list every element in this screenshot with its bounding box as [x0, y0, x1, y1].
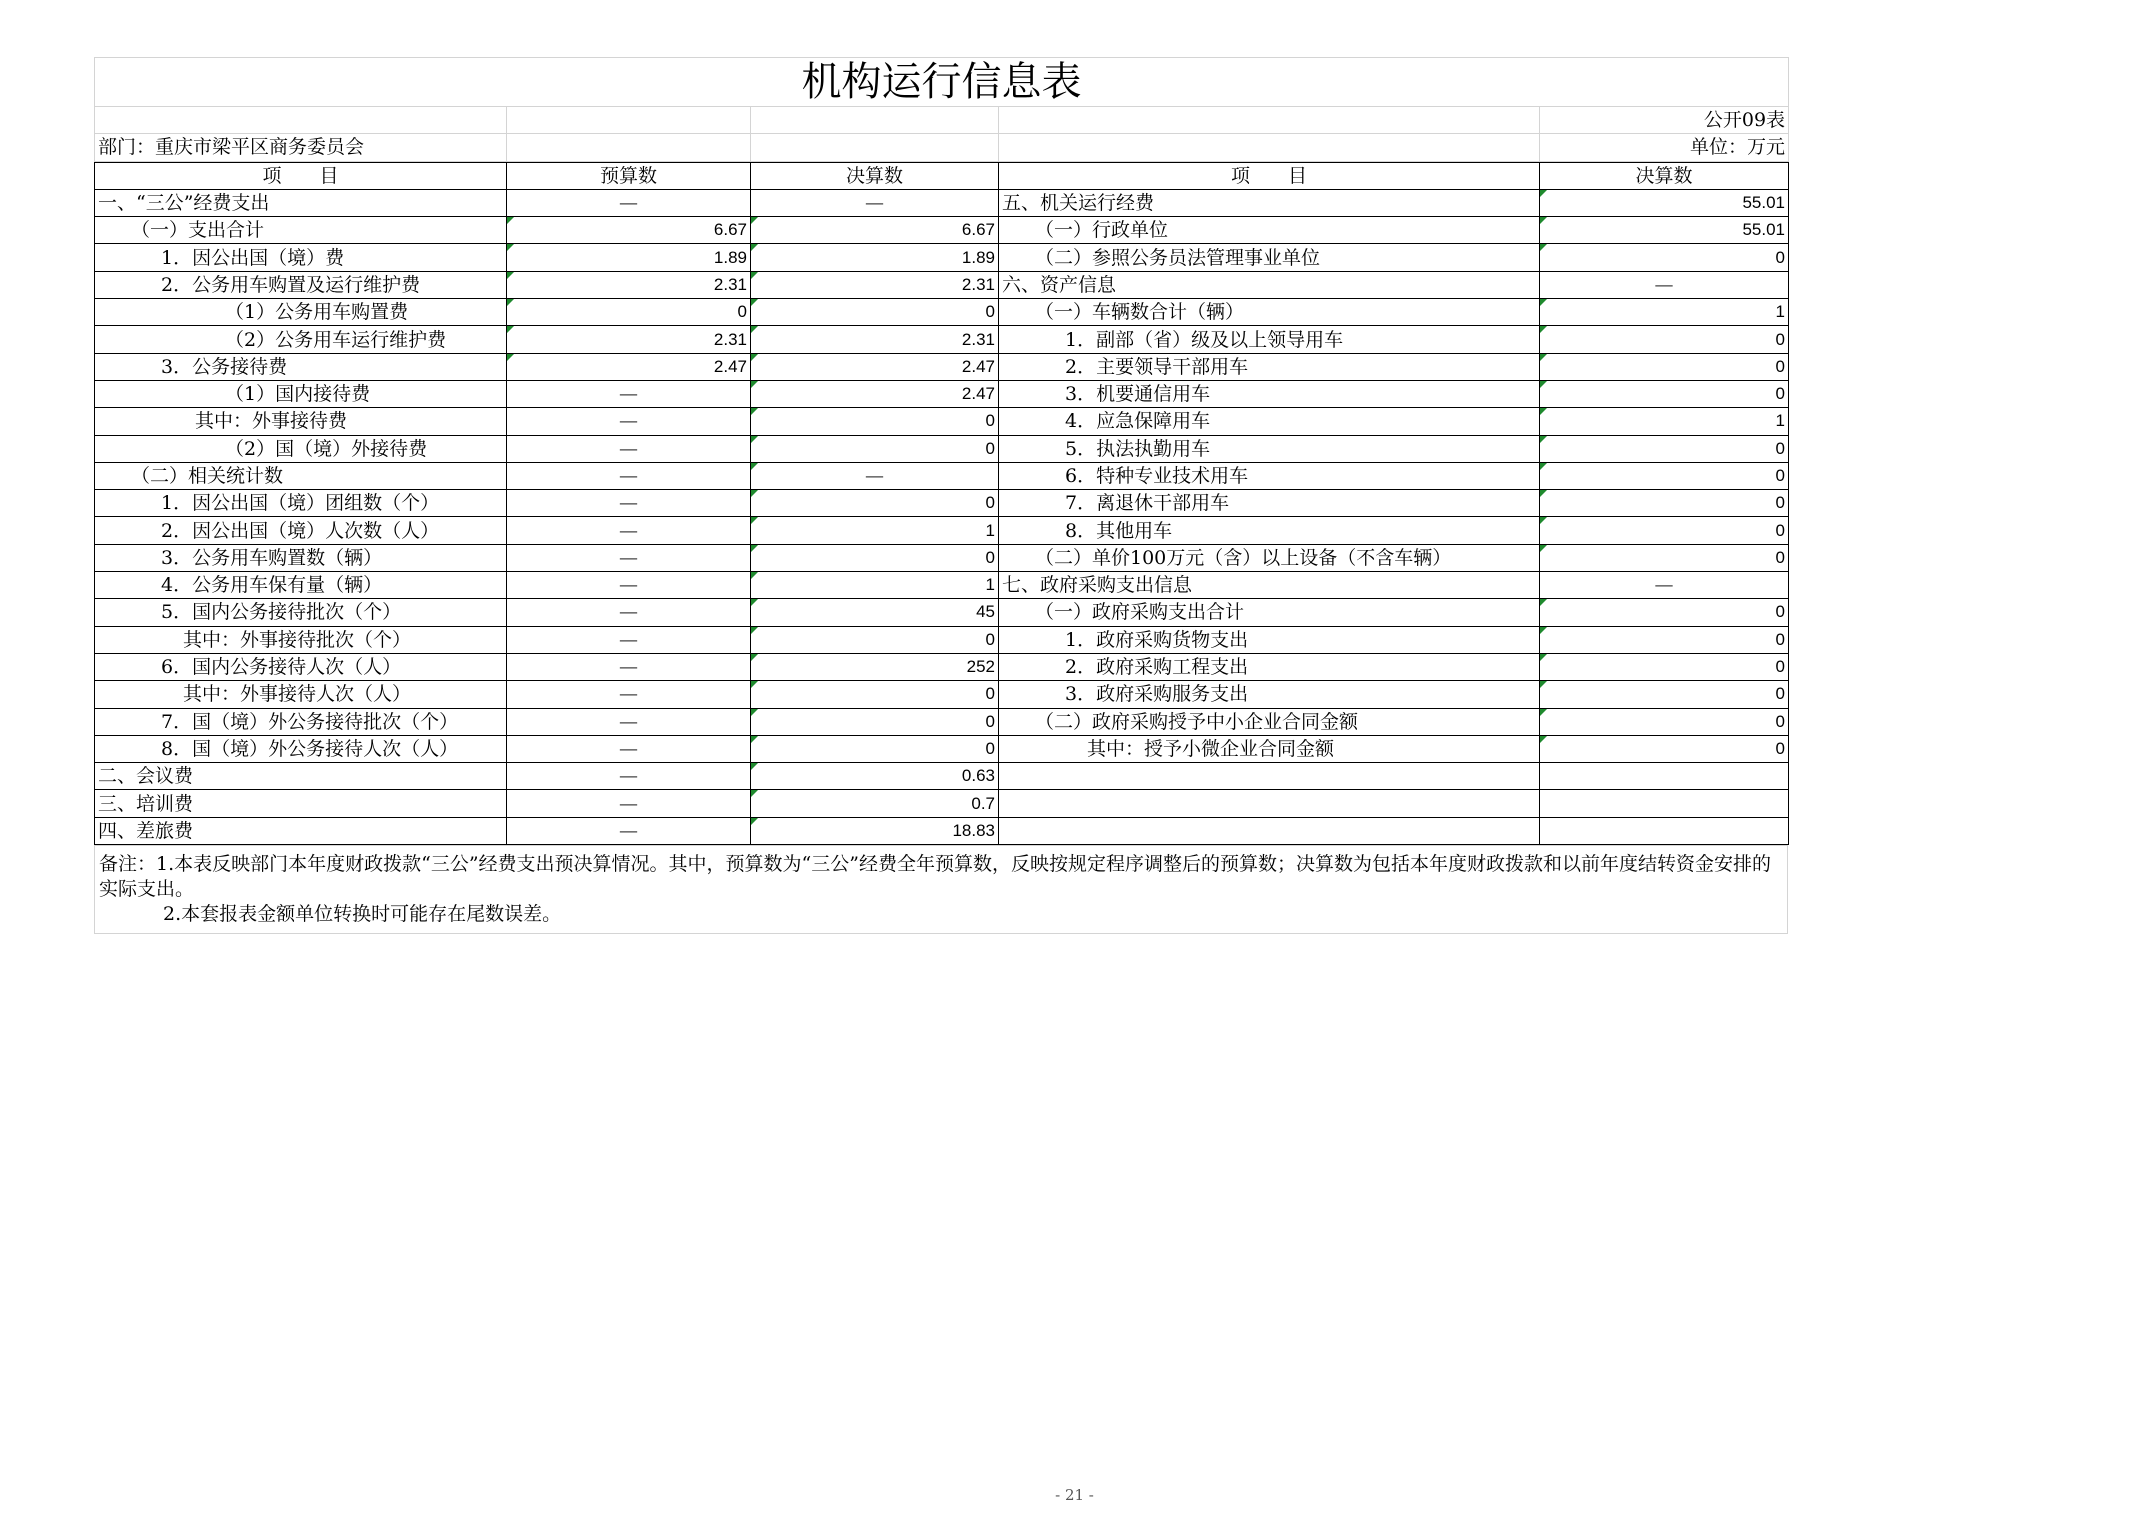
header-row [95, 162, 1789, 189]
table-row [95, 790, 1789, 817]
right-final-value: 0 [1540, 708, 1789, 735]
left-item-label: 二、会议费 [95, 763, 507, 790]
budget-value: — [507, 763, 751, 790]
left-item-label: 其中：外事接待批次（个） [95, 626, 507, 653]
left-item-label: （一）支出合计 [95, 217, 507, 244]
final-value: 0 [751, 626, 999, 653]
budget-value: — [507, 626, 751, 653]
table-row [95, 380, 1789, 407]
budget-value: — [507, 462, 751, 489]
final-value: 0.7 [751, 790, 999, 817]
right-final-value: 1 [1540, 299, 1789, 326]
final-value: 2.47 [751, 380, 999, 407]
right-item-label: 五、机关运行经费 [999, 189, 1540, 216]
col-header-final-right: 决算数 [1540, 162, 1789, 189]
right-final-value: 0 [1540, 544, 1789, 571]
final-value: 0 [751, 544, 999, 571]
table-row [95, 217, 1789, 244]
final-value: 0 [751, 708, 999, 735]
table-row [95, 544, 1789, 571]
col-header-budget: 预算数 [507, 162, 751, 189]
final-value: 2.31 [751, 326, 999, 353]
right-final-value: 0 [1540, 599, 1789, 626]
left-item-label: 6．国内公务接待人次（人） [95, 653, 507, 680]
department-label: 部门：重庆市梁平区商务委员会 [95, 134, 507, 161]
right-final-value: 0 [1540, 462, 1789, 489]
left-item-label: （二）相关统计数 [95, 462, 507, 489]
budget-value: — [507, 517, 751, 544]
table-row [95, 189, 1789, 216]
table-row [95, 353, 1789, 380]
budget-value: — [507, 653, 751, 680]
budget-value: — [507, 408, 751, 435]
form-number: 公开09表 [1540, 107, 1789, 134]
budget-value: — [507, 490, 751, 517]
table-row [95, 435, 1789, 462]
right-final-value: 0 [1540, 653, 1789, 680]
right-final-value: 0 [1540, 380, 1789, 407]
right-item-label: 3．政府采购服务支出 [999, 681, 1540, 708]
right-item-label: （一）车辆数合计（辆） [999, 299, 1540, 326]
table-row [95, 626, 1789, 653]
left-item-label: 其中：外事接待费 [95, 408, 507, 435]
right-item-label: 其中：授予小微企业合同金额 [999, 735, 1540, 762]
right-final-value: 0 [1540, 244, 1789, 271]
right-item-label: 6．特种专业技术用车 [999, 462, 1540, 489]
right-item-label [999, 817, 1540, 844]
unit-label: 单位：万元 [1540, 134, 1789, 161]
right-item-label: （一）行政单位 [999, 217, 1540, 244]
final-value: 0 [751, 408, 999, 435]
right-final-value: 0 [1540, 353, 1789, 380]
left-item-label: 三、培训费 [95, 790, 507, 817]
left-item-label: 3．公务用车购置数（辆） [95, 544, 507, 571]
right-item-label: （二）政府采购授予中小企业合同金额 [999, 708, 1540, 735]
final-value: 45 [751, 599, 999, 626]
right-final-value [1540, 790, 1789, 817]
table-row [95, 299, 1789, 326]
final-value: — [751, 462, 999, 489]
budget-value: — [507, 735, 751, 762]
right-item-label: 2．主要领导干部用车 [999, 353, 1540, 380]
final-value: 0.63 [751, 763, 999, 790]
budget-value: — [507, 708, 751, 735]
final-value: 0 [751, 435, 999, 462]
note-line-1: 备注：1.本表反映部门本年度财政拨款“三公”经费支出预决算情况。其中，预算数为“三公”经费全年预算数，反映按规定程序调整后的预算数；决算数为包括本年度财政拨款和以前年度结转资金安排的实际支出。 [99, 853, 1771, 901]
budget-value: — [507, 681, 751, 708]
final-value: 0 [751, 735, 999, 762]
left-item-label: （1）国内接待费 [95, 380, 507, 407]
left-item-label: 7．国（境）外公务接待批次（个） [95, 708, 507, 735]
table-row [95, 763, 1789, 790]
table-row [95, 817, 1789, 844]
final-value: 0 [751, 681, 999, 708]
report-sheet [94, 57, 1788, 934]
final-value: 0 [751, 490, 999, 517]
right-item-label: 7．离退休干部用车 [999, 490, 1540, 517]
budget-value: 1.89 [507, 244, 751, 271]
left-item-label: （1）公务用车购置费 [95, 299, 507, 326]
left-item-label: 一、“三公”经费支出 [95, 189, 507, 216]
table-row [95, 653, 1789, 680]
table-body [95, 189, 1789, 844]
final-value: 252 [751, 653, 999, 680]
final-value: — [751, 189, 999, 216]
notes-table [94, 845, 1788, 934]
table-row [95, 271, 1789, 298]
table-row [95, 681, 1789, 708]
budget-value: — [507, 544, 751, 571]
right-final-value: 0 [1540, 681, 1789, 708]
right-item-label: 七、政府采购支出信息 [999, 572, 1540, 599]
right-final-value: 0 [1540, 490, 1789, 517]
right-final-value: — [1540, 572, 1789, 599]
budget-value: — [507, 435, 751, 462]
right-item-label: （一）政府采购支出合计 [999, 599, 1540, 626]
page-title: 机构运行信息表 [95, 58, 1789, 107]
right-item-label: 5．执法执勤用车 [999, 435, 1540, 462]
right-final-value [1540, 817, 1789, 844]
table-row [95, 244, 1789, 271]
budget-value: 2.31 [507, 326, 751, 353]
budget-value: 2.31 [507, 271, 751, 298]
right-item-label: （二）单价100万元（含）以上设备（不含车辆） [999, 544, 1540, 571]
budget-value: 0 [507, 299, 751, 326]
final-value: 18.83 [751, 817, 999, 844]
table-row [95, 735, 1789, 762]
left-item-label: 2．公务用车购置及运行维护费 [95, 271, 507, 298]
final-value: 6.67 [751, 217, 999, 244]
budget-value: — [507, 380, 751, 407]
right-item-label: 1．副部（省）级及以上领导用车 [999, 326, 1540, 353]
table-row [95, 708, 1789, 735]
budget-value: — [507, 790, 751, 817]
table-row [95, 462, 1789, 489]
left-item-label: 8．国（境）外公务接待人次（人） [95, 735, 507, 762]
right-final-value: 0 [1540, 517, 1789, 544]
final-value: 1.89 [751, 244, 999, 271]
right-final-value: 0 [1540, 626, 1789, 653]
right-item-label: 4．应急保障用车 [999, 408, 1540, 435]
final-value: 2.31 [751, 271, 999, 298]
left-item-label: 1．因公出国（境）团组数（个） [95, 490, 507, 517]
budget-value: — [507, 817, 751, 844]
right-item-label [999, 790, 1540, 817]
right-item-label: 六、资产信息 [999, 271, 1540, 298]
right-final-value: 55.01 [1540, 217, 1789, 244]
left-item-label: 5．国内公务接待批次（个） [95, 599, 507, 626]
budget-value: — [507, 572, 751, 599]
right-final-value: 0 [1540, 326, 1789, 353]
data-table [94, 162, 1789, 845]
right-final-value: 0 [1540, 735, 1789, 762]
left-item-label: 2．因公出国（境）人次数（人） [95, 517, 507, 544]
right-item-label [999, 763, 1540, 790]
notes [95, 846, 1788, 934]
right-final-value: 1 [1540, 408, 1789, 435]
left-item-label: 其中：外事接待人次（人） [95, 681, 507, 708]
right-final-value: — [1540, 271, 1789, 298]
right-item-label: 3．机要通信用车 [999, 380, 1540, 407]
table-row [95, 517, 1789, 544]
final-value: 0 [751, 299, 999, 326]
budget-value: — [507, 189, 751, 216]
left-item-label: 3．公务接待费 [95, 353, 507, 380]
right-item-label: （二）参照公务员法管理事业单位 [999, 244, 1540, 271]
left-item-label: （2）公务用车运行维护费 [95, 326, 507, 353]
budget-value: 6.67 [507, 217, 751, 244]
left-item-label: 1．因公出国（境）费 [95, 244, 507, 271]
left-item-label: 四、差旅费 [95, 817, 507, 844]
budget-value: 2.47 [507, 353, 751, 380]
col-header-final: 决算数 [751, 162, 999, 189]
right-item-label: 2．政府采购工程支出 [999, 653, 1540, 680]
final-value: 1 [751, 572, 999, 599]
table-row [95, 490, 1789, 517]
left-item-label: （2）国（境）外接待费 [95, 435, 507, 462]
right-item-label: 8．其他用车 [999, 517, 1540, 544]
right-item-label: 1．政府采购货物支出 [999, 626, 1540, 653]
col-header-item-right: 项 目 [999, 162, 1540, 189]
table-row [95, 572, 1789, 599]
table-row [95, 326, 1789, 353]
budget-value: — [507, 599, 751, 626]
right-final-value [1540, 763, 1789, 790]
page-number: - 21 - [1055, 1486, 1094, 1504]
right-final-value: 55.01 [1540, 189, 1789, 216]
col-header-item: 项 目 [95, 162, 507, 189]
header-table [94, 57, 1789, 162]
table-row [95, 408, 1789, 435]
right-final-value: 0 [1540, 435, 1789, 462]
note-line-2: 2.本套报表金额单位转换时可能存在尾数误差。 [163, 903, 562, 926]
final-value: 2.47 [751, 353, 999, 380]
table-row [95, 599, 1789, 626]
final-value: 1 [751, 517, 999, 544]
left-item-label: 4．公务用车保有量（辆） [95, 572, 507, 599]
